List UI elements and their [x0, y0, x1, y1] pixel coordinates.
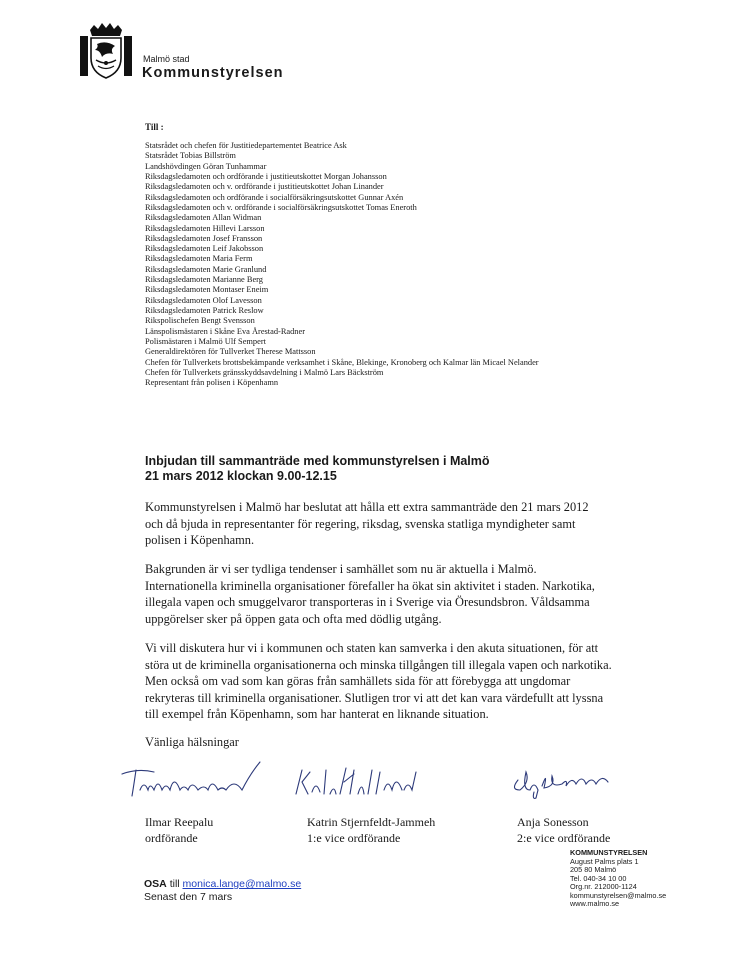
- invitation-title: [145, 454, 490, 483]
- recipient-list: [145, 141, 539, 389]
- signer-3: [517, 814, 610, 846]
- recipient-item: Riksdagsledamoten Hillevi Larsson: [145, 223, 265, 233]
- invitation-title-line: Inbjudan till sammanträde med kommunstyrelsen i Malmö: [145, 454, 490, 468]
- signer-2: [307, 814, 435, 846]
- address-line: Tel. 040-34 10 00: [570, 873, 627, 883]
- address-line: Org.nr. 212000-1124: [570, 882, 637, 891]
- address-block: [570, 849, 666, 909]
- paragraph-line: Kommunstyrelsen i Malmö har beslutat att hålla ett extra sammanträde den 21 mars 2012: [145, 500, 589, 514]
- osa-block: [144, 878, 301, 904]
- recipient-item: Representant från polisen i Köpenhamn: [145, 378, 279, 388]
- paragraph-line: störa ut de kriminella organisationerna och minska tillgången till illegala vapen och narkotika.: [145, 657, 612, 672]
- recipient-item: Generaldirektören för Tullverket Therese Mattsson: [145, 347, 316, 357]
- recipient-item: Chefen för Tullverkets brottsbekämpande verksamhet i Skåne, Blekinge, Kronoberg och Kalmar län Micael Nelander: [145, 357, 539, 367]
- address-line: August Palms plats 1: [570, 856, 639, 866]
- paragraph-line: rekryteras till kriminella organisationer. Slutligen tror vi att det kan vara värdefullt att lyssna: [145, 690, 604, 705]
- recipient-item: Riksdagsledamoten Marianne Berg: [145, 275, 263, 285]
- paragraph-line: och då bjuda in representanter för regering, riksdag, svenska statliga myndigheter samt: [145, 516, 576, 531]
- signer-role: 1:e vice ordförande: [307, 831, 401, 845]
- recipient-item: Polismästaren i Malmö Ulf Sempert: [145, 336, 266, 346]
- paragraph-line: Bakgrunden är vi ser tydliga tendenser i samhället som nu är aktuella i Malmö.: [145, 562, 537, 576]
- signature-anja-sonesson: [508, 760, 618, 800]
- signer-role: ordförande: [145, 831, 198, 845]
- recipient-item: Riksdagsledamoten Marie Granlund: [145, 264, 267, 274]
- signer-name: Ilmar Reepalu: [145, 815, 214, 829]
- recipient-item: Statsrådet Tobias Billström: [145, 151, 236, 161]
- osa-email-link[interactable]: monica.lange@malmo.se: [182, 878, 302, 890]
- recipient-item: Riksdagsledamoten Maria Ferm: [145, 254, 253, 264]
- body-paragraph-3: [145, 640, 625, 723]
- paragraph-line: Men också om vad som kan göras från samhällets sida för att förebygga att ungdomar: [145, 674, 571, 688]
- recipient-item: Riksdagsledamoten Josef Fransson: [145, 233, 263, 243]
- signer-name: Katrin Stjernfeldt-Jammeh: [307, 815, 436, 829]
- recipient-item: Rikspolischefen Bengt Svensson: [145, 316, 255, 326]
- paragraph-line: Internationella kriminella organisationer förefaller ha ökat sin aktivitet i staden. Narkotika,: [145, 578, 595, 593]
- recipient-item: Riksdagsledamoten och v. ordförande i socialförsäkringsutskottet Tomas Eneroth: [145, 202, 417, 212]
- till-heading: Till :: [145, 122, 164, 132]
- org-name-small: Malmö stad: [143, 54, 190, 64]
- recipient-item: Riksdagsledamoten Leif Jakobsson: [145, 244, 264, 254]
- paragraph-line: till exempel från Köpenhamn, som har hanterat en liknande situation.: [145, 707, 489, 721]
- paragraph-line: polisen i Köpenhamn.: [145, 533, 255, 547]
- recipient-item: Riksdagsledamoten Patrick Reslow: [145, 306, 264, 315]
- paragraph-line: illegala vapen och smuggelvaror transporteras in i Sverige via Öresundsbron. Våldsamma: [145, 595, 590, 609]
- invitation-title-date: 21 mars 2012 klockan 9.00-12.15: [145, 468, 337, 483]
- recipient-item: Riksdagsledamoten Montaser Eneim: [145, 285, 269, 295]
- osa-label: OSA: [144, 878, 167, 890]
- paragraph-line: uppgörelser sker på öppen gata och ofta med dödlig utgång.: [145, 611, 442, 626]
- body-paragraph-1: [145, 499, 625, 549]
- signer-1: [145, 814, 213, 846]
- address-line: www.malmo.se: [570, 899, 620, 908]
- address-org-name: KOMMUNSTYRELSEN: [570, 848, 648, 857]
- malmo-coat-of-arms-logo: [80, 22, 132, 82]
- paragraph-line: Vi vill diskutera hur vi i kommunen och staten kan samverka i den akuta situationen, för att: [145, 641, 599, 655]
- recipient-item: Riksdagsledamoten och ordförande i justitieutskottet Morgan Johansson: [145, 171, 387, 181]
- body-paragraph-2: [145, 561, 625, 627]
- osa-till-text: till: [169, 878, 180, 890]
- closing-greeting: Vänliga hälsningar: [145, 735, 239, 749]
- signature-ilmar-reepalu: [118, 760, 263, 800]
- recipient-item: Riksdagsledamoten Olof Lavesson: [145, 295, 262, 305]
- recipient-item: Riksdagsledamoten Allan Widman: [145, 213, 262, 223]
- recipient-item: Riksdagsledamoten och v. ordförande i justitieutskottet Johan Linander: [145, 182, 384, 192]
- recipient-item: Riksdagsledamoten och ordförande i socialförsäkringsutskottet Gunnar Axén: [145, 192, 404, 202]
- recipient-item: Landshövdingen Göran Tunhammar: [145, 161, 267, 171]
- org-name-kommunstyrelsen: Kommunstyrelsen: [142, 65, 284, 81]
- signature-katrin-stjernfeldt-jammeh: [292, 760, 422, 800]
- signer-role: 2:e vice ordförande: [517, 831, 611, 845]
- recipient-item: Länspolismästaren i Skåne Eva Årestad-Radner: [145, 326, 306, 336]
- address-line: 205 80 Malmö: [570, 865, 617, 874]
- osa-deadline: Senast den 7 mars: [144, 891, 233, 903]
- address-line: kommunstyrelsen@malmo.se: [570, 890, 667, 900]
- recipient-item: Chefen för Tullverkets gränsskyddsavdelning i Malmö Lars Bäckström: [145, 367, 384, 377]
- recipient-item: Statsrådet och chefen för Justitiedepartementet Beatrice Ask: [145, 141, 347, 150]
- signer-name: Anja Sonesson: [517, 815, 589, 829]
